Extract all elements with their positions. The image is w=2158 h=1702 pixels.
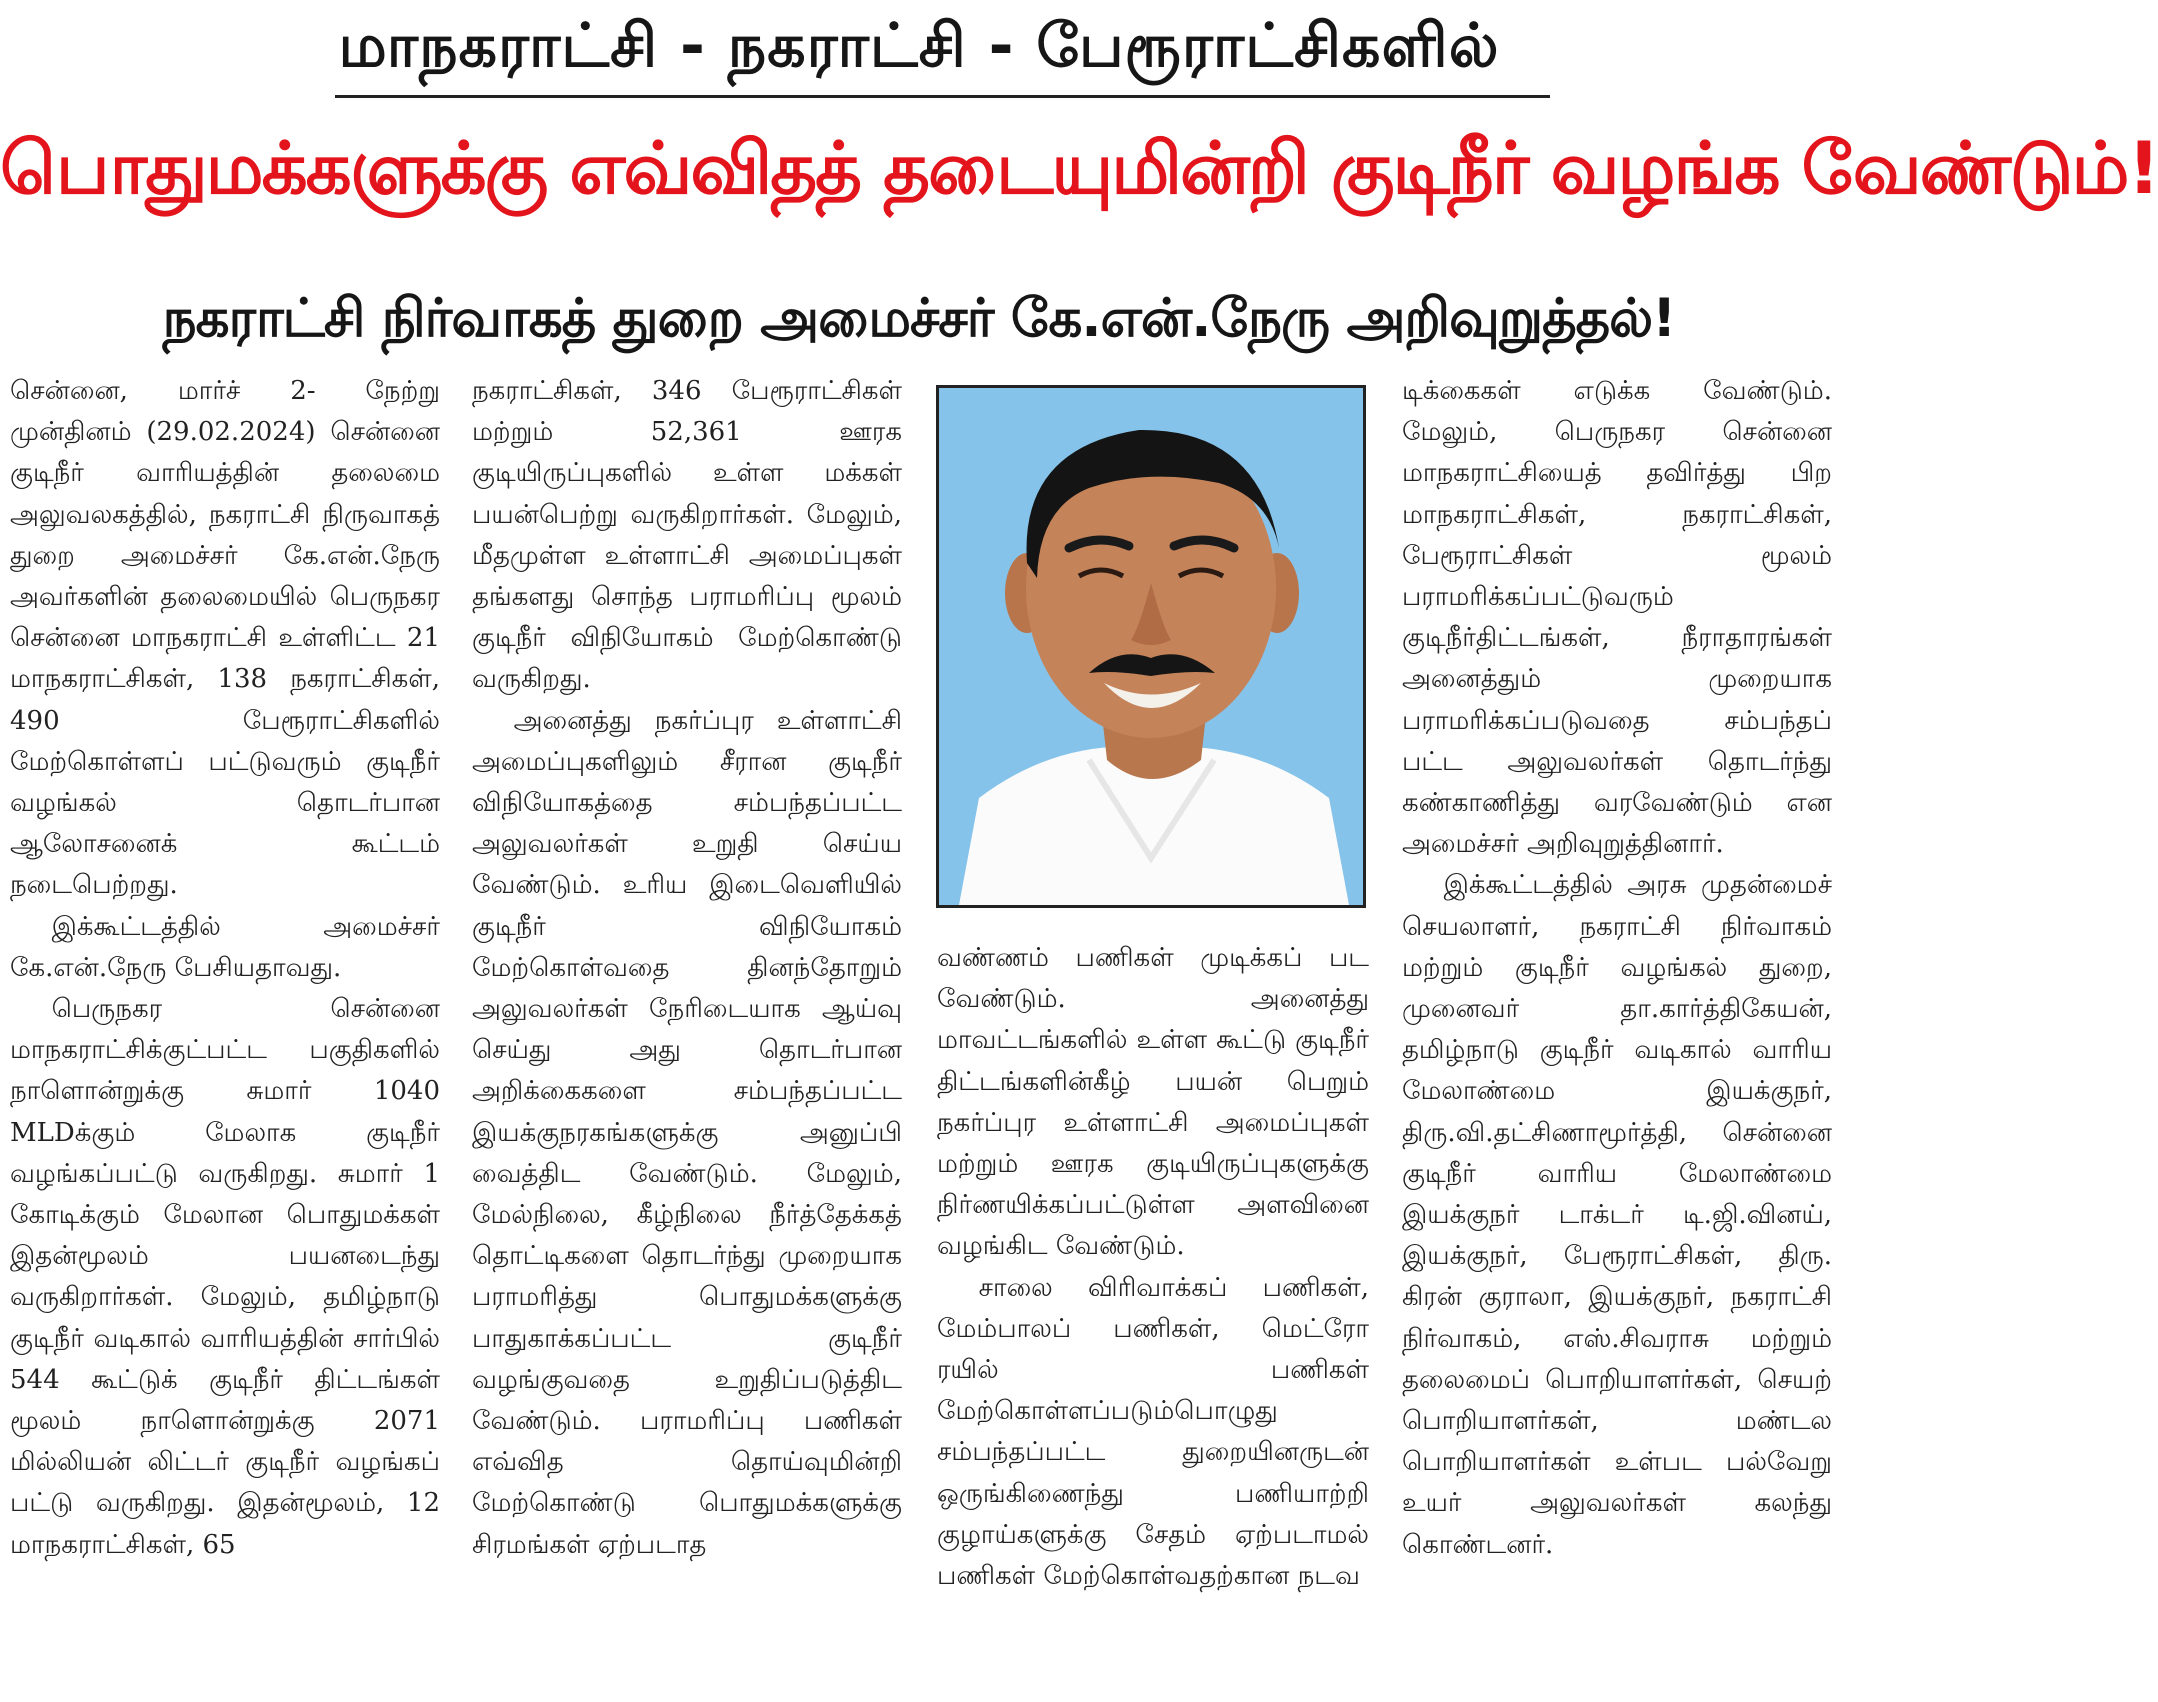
- article-paragraph: சாலை விரிவாக்கப் பணிகள், மேம்பாலப் பணிகள், மெட்ரோ ரயில் பணிகள் மேற்கொள்ளப்படும்பொழுது சம்பந்தப்பட்ட துறையினருடன் ஒருங்கிணைந்து பணியாற்றி குழாய்களுக்கு சேதம் ஏற்படாமல் பணிகள் மேற்கொள்வதற்கான நடவ: [937, 1272, 1369, 1592]
- article-paragraph: நகராட்சிகள், 346 பேரூராட்சிகள் மற்றும் 52,361 ஊரக குடியிருப்புகளில் உள்ள மக்கள் பயன்பெற்று வருகிறார்கள். மேலும், மீதமுள்ள உள்ளாட்சி அமைப்புகள் தங்களது சொந்த பராமரிப்பு மூலம் குடிநீர் விநியோகம் மேற்கொண்டு வருகிறது.: [472, 376, 902, 695]
- article-column-1: [10, 371, 440, 1566]
- article-paragraph: டிக்கைகள் எடுக்க வேண்டும். மேலும், பெருநகர சென்னை மாநகராட்சியைத் தவிர்த்து பிற மாநகராட்சிகள், நகராட்சிகள், பேரூராட்சிகள் மூலம் பராமரிக்கப்பட்டுவரும் குடிநீர்திட்டங்கள், நீராதாரங்கள் அனைத்தும் முறையாக பராமரிக்கப்படுவதை சம்பந்தப் பட்ட அலுவலர்கள் தொடர்ந்து கண்காணித்து வரவேண்டும் என அமைச்சர் அறிவுறுத்தினார்.: [1402, 376, 1832, 860]
- article-paragraph: இக்கூட்டத்தில் அரசு முதன்மைச் செயலாளர், நகராட்சி நிர்வாகம் மற்றும் குடிநீர் வழங்கல் துறை, முனைவர் தா.கார்த்திகேயன், தமிழ்நாடு குடிநீர் வடிகால் வாரிய மேலாண்மை இயக்குநர், திரு.வி.தட்சிணாமூர்த்தி, சென்னை குடிநீர் வாரிய மேலாண்மை இயக்குநர் டாக்டர் டி.ஜி.வினய், இயக்குநர், பேரூராட்சிகள், திரு. கிரன் குராலா, இயக்குநர், நகராட்சி நிர்வாகம், எஸ்.சிவராசு மற்றும் தலைமைப் பொறியாளர்கள், செயற் பொறியாளர்கள், மண்டல பொறியாளர்கள் உள்பட பல்வேறு உயர் அலுவலர்கள் கலந்து கொண்டனர்.: [1402, 870, 1832, 1560]
- article-paragraph: அனைத்து நகர்ப்புர உள்ளாட்சி அமைப்புகளிலும் சீரான குடிநீர் விநியோகத்தை சம்பந்தப்பட்ட அலுவலர்கள் உறுதி செய்ய வேண்டும். உரிய இடைவெளியில் குடிநீர் விநியோகம் மேற்கொள்வதை தினந்தோறும் அலுவலர்கள் நேரிடையாக ஆய்வு செய்து அது தொடர்பான அறிக்கைகளை சம்பந்தப்பட்ட இயக்குநரகங்களுக்கு அனுப்பி வைத்திட வேண்டும். மேலும், மேல்நிலை, கீழ்நிலை நீர்த்தேக்கத் தொட்டிகளை தொடர்ந்து முறையாக பராமரித்து பொதுமக்களுக்கு பாதுகாக்கப்பட்ட குடிநீர் வழங்குவதை உறுதிப்படுத்திட வேண்டும். பராமரிப்பு பணிகள் எவ்வித தொய்வுமின்றி மேற்கொண்டு பொதுமக்களுக்கு சிரமங்கள் ஏற்படாத: [472, 705, 902, 1560]
- article-column-2: [472, 371, 902, 1566]
- article-column-3: [937, 938, 1369, 1597]
- article-paragraph: இக்கூட்டத்தில் அமைச்சர் கே.என்.நேரு பேசியதாவது.: [10, 911, 440, 983]
- article-paragraph: பெருநகர சென்னை மாநகராட்சிக்குட்பட்ட பகுதிகளில் நாளொன்றுக்கு சுமார் 1040 MLDக்கும் மேலாக குடிநீர் வழங்கப்பட்டு வருகிறது. சுமார் 1 கோடிக்கும் மேலான பொதுமக்கள் இதன்மூலம் பயனடைந்து வருகிறார்கள். மேலும், தமிழ்நாடு குடிநீர் வடிகால் வாரியத்தின் சார்பில் 544 கூட்டுக் குடிநீர் திட்டங்கள் மூலம் நாளொன்றுக்கு 2071 மில்லியன் லிட்டர் குடிநீர் வழங்கப் பட்டு வருகிறது. இதன்மூலம், 12 மாநகராட்சிகள், 65: [10, 994, 440, 1560]
- portrait-photo-icon: [939, 388, 1363, 905]
- portrait-photo: [936, 385, 1366, 908]
- subheadline: நகராட்சி நிர்வாகத் துறை அமைச்சர் கே.என்.நேரு அறிவுறுத்தல்!: [162, 288, 1676, 349]
- kicker-heading: மாநகராட்சி - நகராட்சி - பேரூராட்சிகளில்: [338, 11, 1500, 81]
- headline: பொதுமக்களுக்கு எவ்விதத் தடையுமின்றி குடிநீர் வழங்க வேண்டும்!: [0, 126, 2158, 210]
- kicker-underline: [335, 95, 1550, 98]
- article-column-4: [1402, 371, 1832, 1566]
- article-paragraph: சென்னை, மார்ச் 2- நேற்று முன்தினம் (29.02.2024) சென்னை குடிநீர் வாரியத்தின் தலைமை அலுவலகத்தில், நகராட்சி நிருவாகத் துறை அமைச்சர் கே.என்.நேரு அவர்களின் தலைமையில் பெருநகர சென்னை மாநகராட்சி உள்ளிட்ட 21 மாநகராட்சிகள், 138 நகராட்சிகள், 490 பேரூராட்சிகளில் மேற்கொள்ளப் பட்டுவரும் குடிநீர் வழங்கல் தொடர்பான ஆலோசனைக் கூட்டம் நடைபெற்றது.: [10, 376, 440, 901]
- article-paragraph: வண்ணம் பணிகள் முடிக்கப் பட வேண்டும். அனைத்து மாவட்டங்களில் உள்ள கூட்டு குடிநீர் திட்டங்களின்கீழ் பயன் பெறும் நகர்ப்புர உள்ளாட்சி அமைப்புகள் மற்றும் ஊரக குடியிருப்புகளுக்கு நிர்ணயிக்கப்பட்டுள்ள அளவினை வழங்கிட வேண்டும்.: [937, 943, 1369, 1262]
